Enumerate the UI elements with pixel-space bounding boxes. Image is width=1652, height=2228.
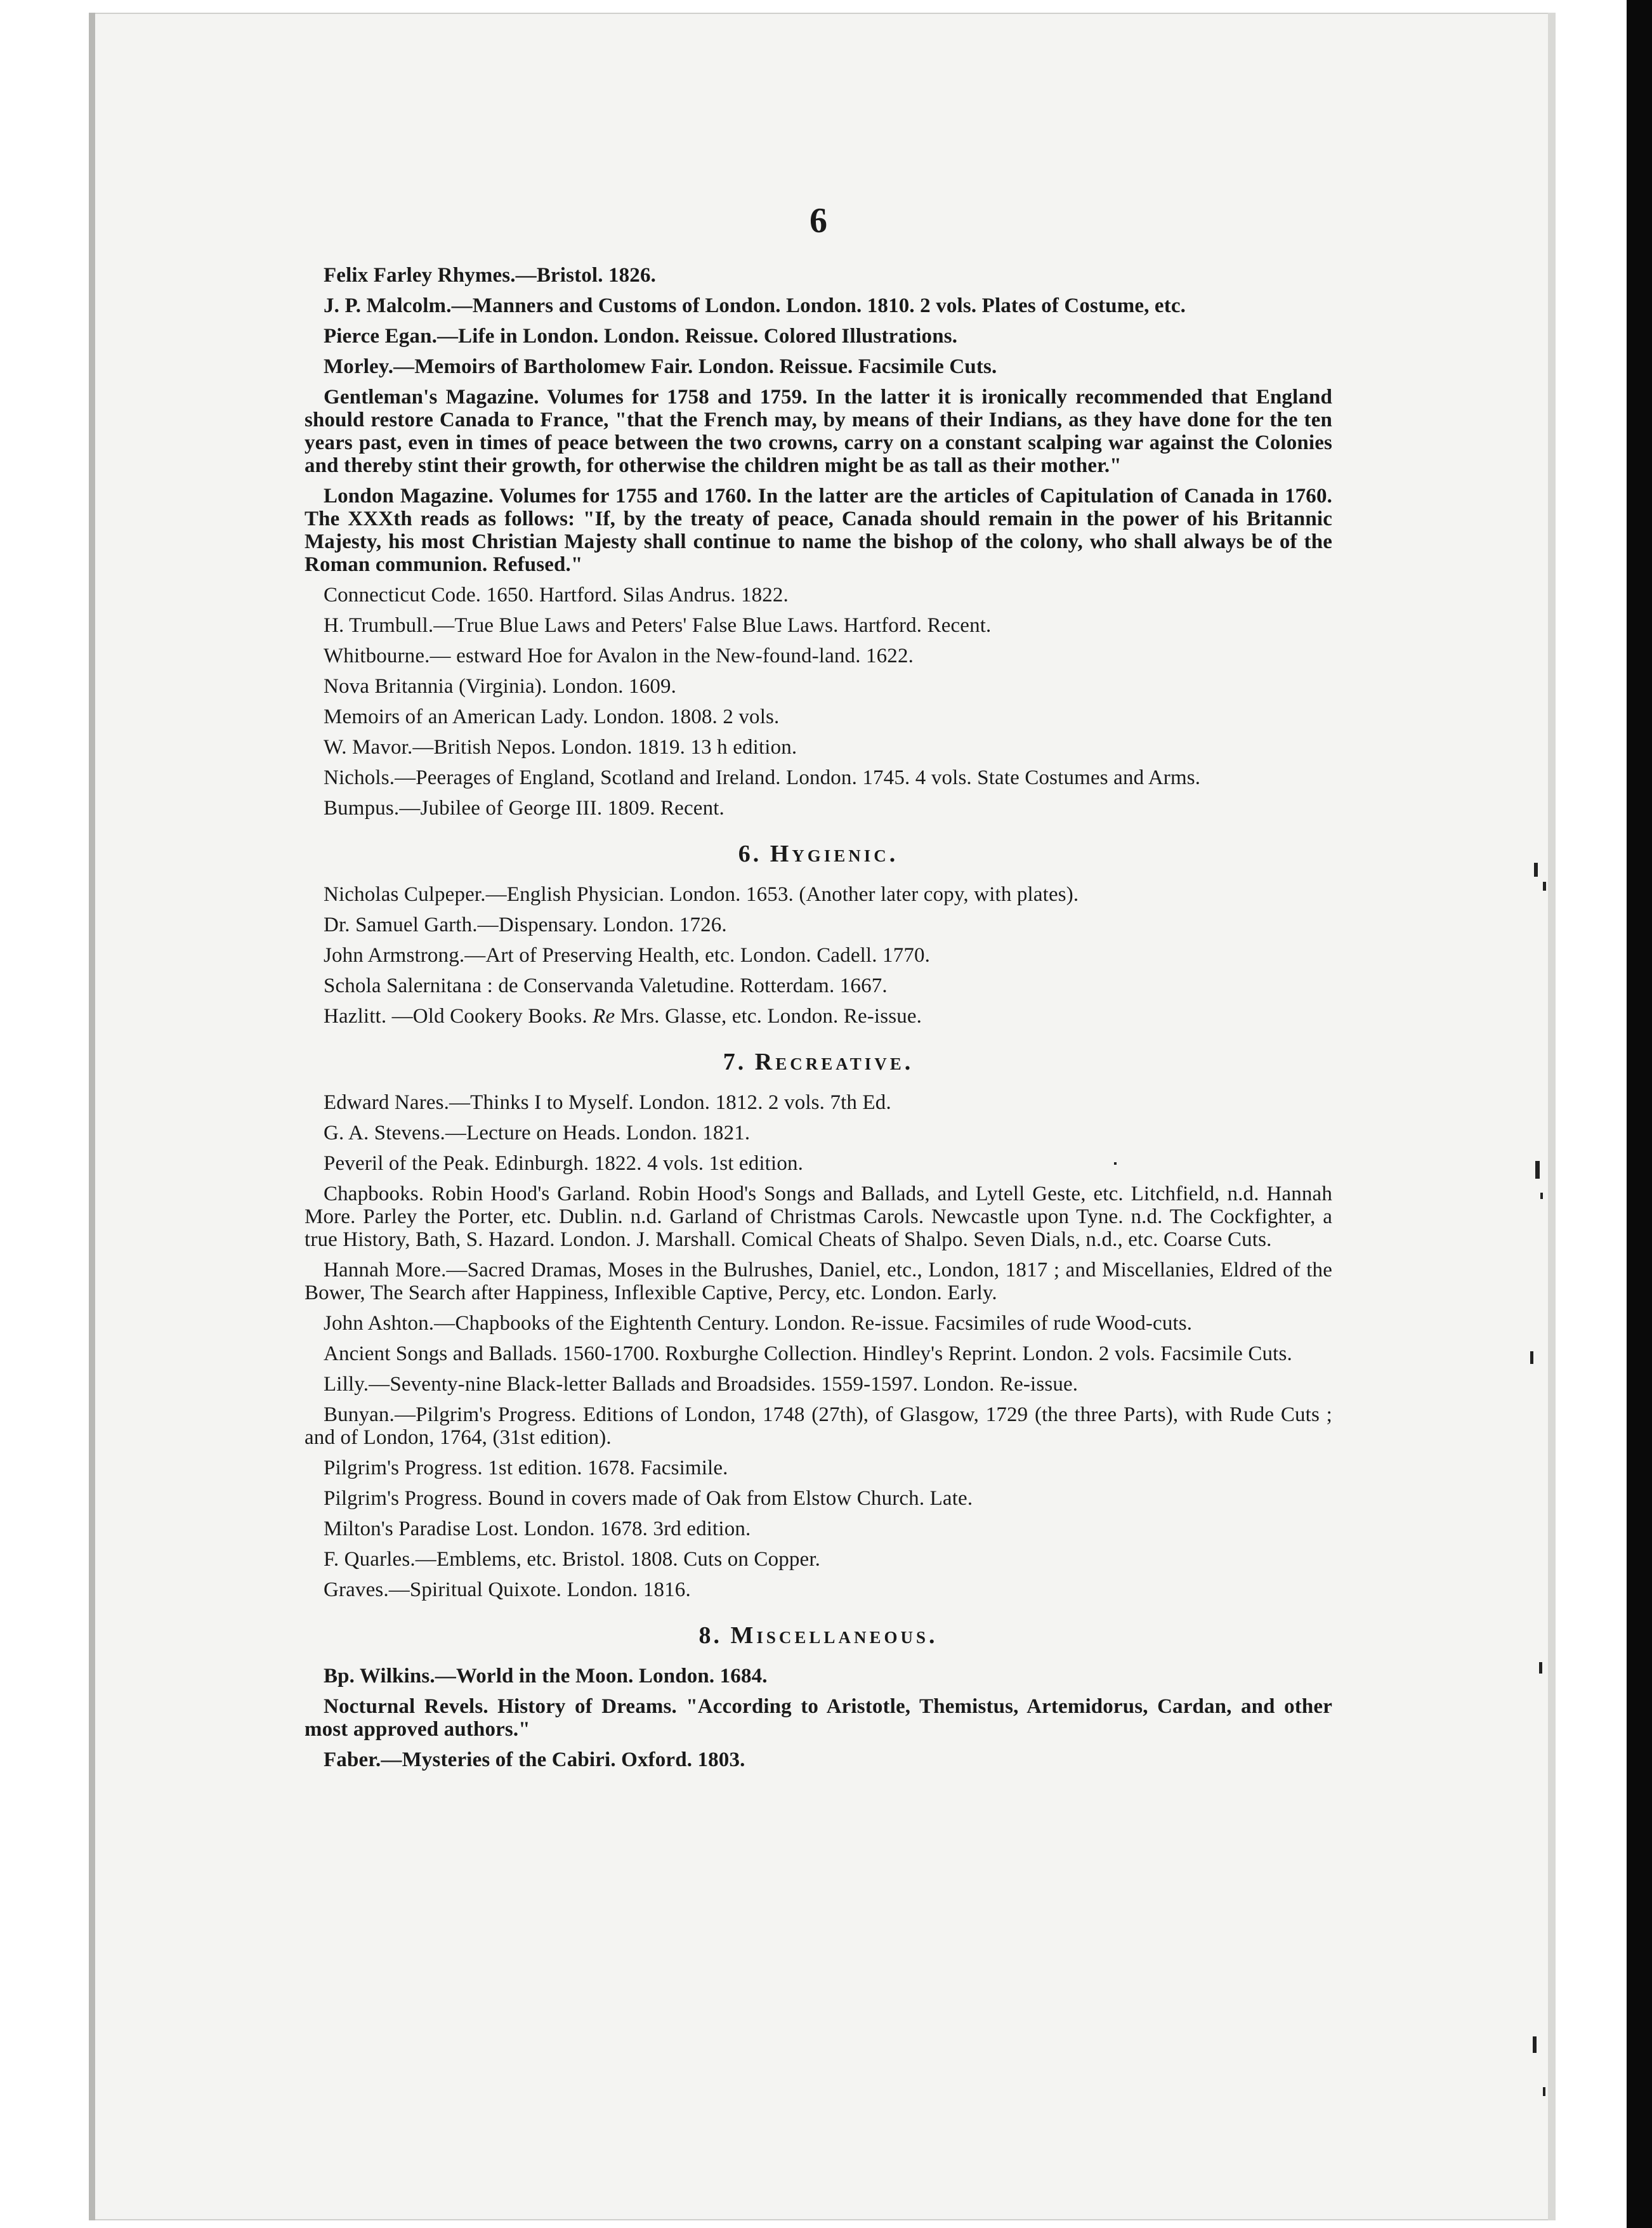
list-item: Morley.—Memoirs of Bartholomew Fair. London. Reissue. Facsimile Cuts. [324,355,997,378]
list-item: Felix Farley Rhymes.—Bristol. 1826. [324,264,657,287]
page-number: 6 [810,201,827,240]
section-title: Miscellaneous. [730,1622,938,1649]
list-item: Lilly.—Seventy-nine Black-letter Ballads and Broadsides. 1559-1597. London. Re-issue. [324,1373,1078,1396]
entries-hygienic [305,883,1332,1028]
list-item: Hannah More.—Sacred Dramas, Moses in the Bulrushes, Daniel, etc., London, 1817 ; and Miscellanies, Eldred of the Bower, The Search after Happiness, Inflexible Captive, Percy, etc. London. Early. [305,1259,1332,1304]
list-item: Nicholas Culpeper.—English Physician. London. 1653. (Another later copy, with plates). [324,883,1079,906]
list-item: Schola Salernitana : de Conservanda Valetudine. Rotterdam. 1667. [324,974,888,997]
scan-speck [1543,2087,1545,2096]
list-item: Milton's Paradise Lost. London. 1678. 3rd edition. [324,1517,751,1540]
list-item: Whitbourne.— estward Hoe for Avalon in the New-found-land. 1622. [324,645,914,667]
entries-miscellaneous [305,1665,1332,1771]
list-item: H. Trumbull.—True Blue Laws and Peters' False Blue Laws. Hartford. Recent. [324,614,992,637]
entries-recreative [305,1091,1332,1601]
list-item: Edward Nares.—Thinks I to Myself. London. 1812. 2 vols. 7th Ed. [324,1091,891,1114]
list-item: J. P. Malcolm.—Manners and Customs of London. London. 1810. 2 vols. Plates of Costume, etc. [324,294,1186,317]
list-item: Gentleman's Magazine. Volumes for 1758 and 1759. In the latter it is ironically recommended that England should restore Canada to France, "that the French may, by means of their Indians, as they have done for the ten years past, even in times of peace between the two crowns, carry on a constant scalping war against the Colonies and thereby stint their growth, for otherwise the children might be as tall as their mother." [305,386,1332,477]
scan-speck [1539,1662,1542,1674]
section-title: Recreative. [754,1049,914,1075]
list-item-hazlitt [305,1005,1332,1028]
scan-speck [1533,2036,1537,2053]
section-number: 6. [738,841,762,867]
list-item: F. Quarles.—Emblems, etc. Bristol. 1808. Cuts on Copper. [324,1548,821,1571]
scan-speck [1540,1193,1543,1199]
section-number: 8. [698,1622,723,1649]
scan-speck [1543,882,1546,891]
hazlitt-before: Hazlitt. —Old Cookery Books. [324,1005,593,1028]
list-item: Pilgrim's Progress. Bound in covers made of Oak from Elstow Church. Late. [324,1487,973,1510]
list-item: Bp. Wilkins.—World in the Moon. London. 1684. [324,1665,768,1687]
section-heading-hygienic [305,841,1332,867]
section-title: Hygienic. [770,841,899,867]
list-item: Bunyan.—Pilgrim's Progress. Editions of London, 1748 (27th), of Glasgow, 1729 (the three Parts), with Rude Cuts ; and of London, 1764, (31st edition). [305,1403,1332,1449]
list-item: Chapbooks. Robin Hood's Garland. Robin Hood's Songs and Ballads, and Lytell Geste, etc. Litchfield, n.d. Hannah More. Parley the Porter, etc. Dublin. n.d. Garland of Christmas Carols. Newcastle upon Tyne. n.d. The Cockfighter, a true History, Bath, S. Hazard. London. J. Marshall. Comical Cheats of Shalpo. Seven Dials, n.d., etc. Coarse Cuts. [305,1183,1332,1251]
list-item: Connecticut Code. 1650. Hartford. Silas Andrus. 1822. [324,584,789,606]
list-item: John Armstrong.—Art of Preserving Health, etc. London. Cadell. 1770. [324,944,931,967]
scan-speck [1535,1161,1540,1179]
list-item: Bumpus.—Jubilee of George III. 1809. Recent. [324,797,724,820]
list-item: Pierce Egan.—Life in London. London. Reissue. Colored Illustrations. [324,325,958,348]
section-heading-miscellaneous [305,1623,1332,1648]
scan-border-bar [1627,0,1652,2228]
scan-speck [1534,863,1538,877]
list-item: Nichols.—Peerages of England, Scotland and Ireland. London. 1745. 4 vols. State Costumes and Arms. [324,766,1201,789]
page-left-edge [89,13,95,2220]
list-item: Ancient Songs and Ballads. 1560-1700. Roxburghe Collection. Hindley's Reprint. London. 2 vols. Facsimile Cuts. [324,1342,1292,1365]
scan-speck [1530,1351,1533,1364]
list-item: Peveril of the Peak. Edinburgh. 1822. 4 vols. 1st edition. [324,1152,804,1175]
section-number: 7. [723,1049,747,1075]
list-item: Graves.—Spiritual Quixote. London. 1816. [324,1578,691,1601]
list-item: W. Mavor.—British Nepos. London. 1819. 13 h edition. [324,736,797,759]
list-item: London Magazine. Volumes for 1755 and 1760. In the latter are the articles of Capitulation of Canada in 1760. The XXXth reads as follows: "If, by the treaty of peace, Canada should remain in the power of his Britannic Majesty, his most Christian Majesty shall continue to name the bishop of the colony, who shall always be of the Roman communion. Refused." [305,485,1332,576]
hazlitt-after: Mrs. Glasse, etc. London. Re-issue. [615,1005,922,1028]
list-item: Nocturnal Revels. History of Dreams. "According to Aristotle, Themistus, Artemidorus, Cardan, and other most approved authors." [305,1695,1332,1741]
list-item: John Ashton.—Chapbooks of the Eightenth Century. London. Re-issue. Facsimiles of rude Wood-cuts. [324,1312,1193,1335]
list-item: Memoirs of an American Lady. London. 1808. 2 vols. [324,705,780,728]
entries-top [305,264,1332,820]
page-right-edge [1548,13,1556,2220]
section-heading-recreative [305,1049,1332,1075]
list-item: Nova Britannia (Virginia). London. 1609. [324,675,677,698]
hazlitt-italic: Re [593,1005,615,1028]
list-item: Dr. Samuel Garth.—Dispensary. London. 1726. [324,914,727,936]
list-item: Faber.—Mysteries of the Cabiri. Oxford. 1803. [324,1748,745,1771]
list-item: G. A. Stevens.—Lecture on Heads. London. 1821. [324,1122,751,1144]
list-item: Pilgrim's Progress. 1st edition. 1678. Facsimile. [324,1457,728,1479]
document-content [305,203,1332,1779]
